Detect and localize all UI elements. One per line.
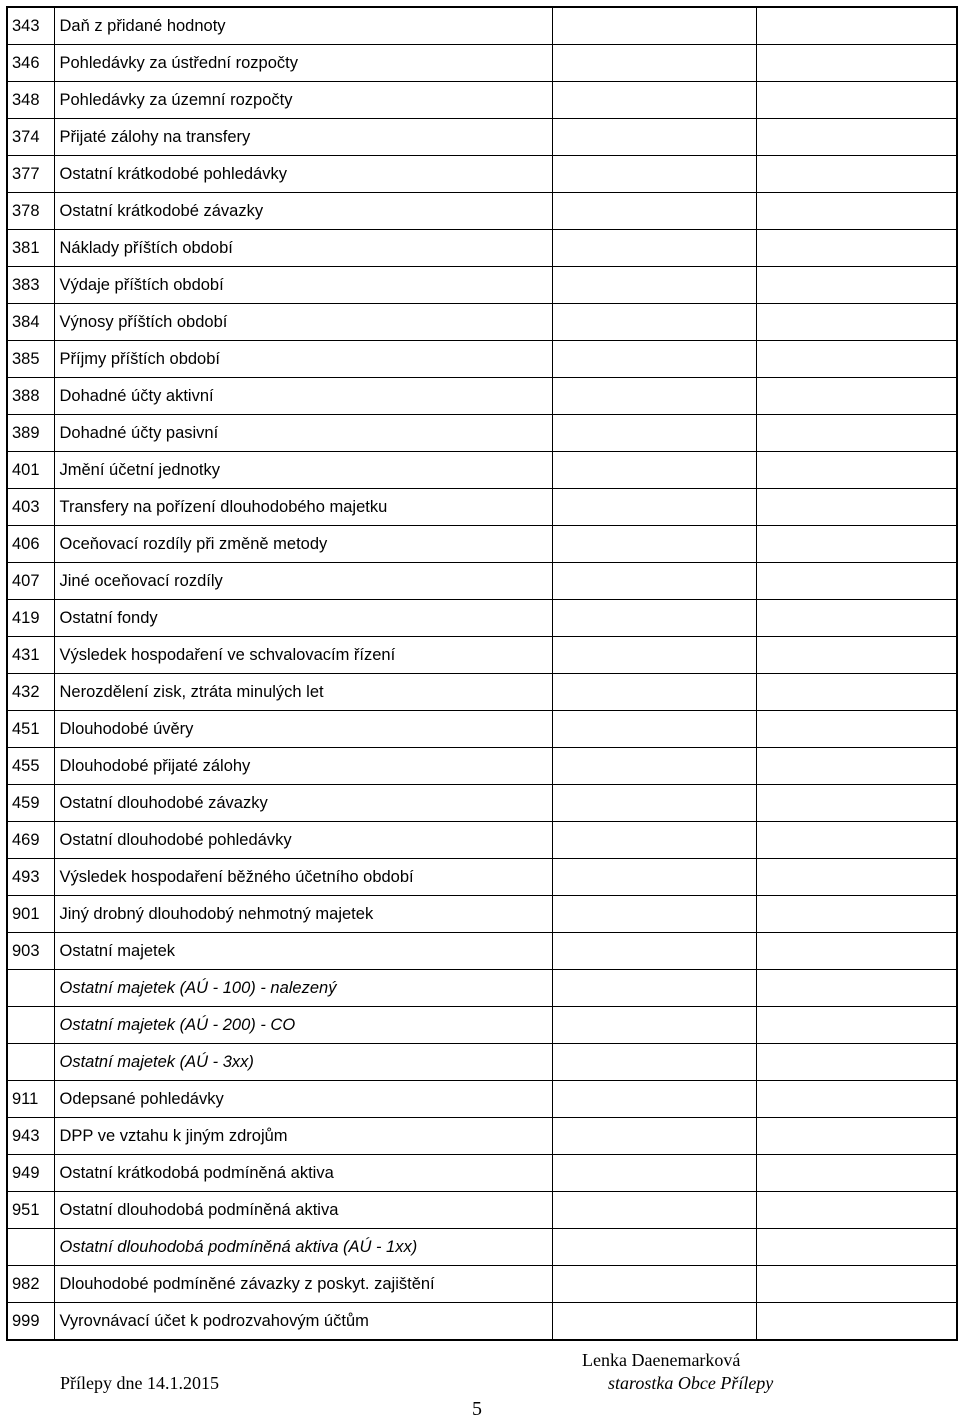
table-row [7, 1044, 957, 1081]
account-name: Pohledávky za územní rozpočty [54, 82, 552, 119]
value-cell [756, 563, 957, 600]
value-cell [552, 896, 756, 933]
account-name: Ostatní krátkodobé závazky [54, 193, 552, 230]
value-cell [552, 1155, 756, 1192]
account-name: Dlouhodobé přijaté zálohy [54, 748, 552, 785]
value-cell [552, 1303, 756, 1341]
account-code: 389 [7, 415, 54, 452]
value-cell [552, 1044, 756, 1081]
account-code: 406 [7, 526, 54, 563]
value-cell [552, 304, 756, 341]
value-cell [552, 785, 756, 822]
table-row [7, 156, 957, 193]
account-code: 378 [7, 193, 54, 230]
account-name: Ostatní krátkodobá podmíněná aktiva [54, 1155, 552, 1192]
value-cell [552, 1007, 756, 1044]
account-code: 407 [7, 563, 54, 600]
account-code [7, 970, 54, 1007]
value-cell [552, 378, 756, 415]
account-name: Oceňovací rozdíly při změně metody [54, 526, 552, 563]
value-cell [756, 1192, 957, 1229]
account-name: Výsledek hospodaření ve schvalovacím řízení [54, 637, 552, 674]
value-cell [552, 341, 756, 378]
account-code: 377 [7, 156, 54, 193]
account-name: Příjmy příštích období [54, 341, 552, 378]
value-cell [756, 230, 957, 267]
table-row [7, 378, 957, 415]
table-row [7, 933, 957, 970]
value-cell [552, 859, 756, 896]
account-name: Ostatní majetek (AÚ - 100) - nalezený [54, 970, 552, 1007]
table-row [7, 970, 957, 1007]
account-code: 419 [7, 600, 54, 637]
account-name: Ostatní dlouhodobá podmíněná aktiva [54, 1192, 552, 1229]
table-row [7, 1192, 957, 1229]
table-row [7, 1155, 957, 1192]
signer-name: Lenka Daenemarková [582, 1350, 741, 1370]
account-code: 949 [7, 1155, 54, 1192]
table-row [7, 7, 957, 45]
value-cell [756, 341, 957, 378]
value-cell [552, 45, 756, 82]
table-row [7, 452, 957, 489]
value-cell [756, 267, 957, 304]
table-row [7, 1007, 957, 1044]
account-code: 911 [7, 1081, 54, 1118]
table-row [7, 896, 957, 933]
account-table [6, 6, 958, 1341]
value-cell [756, 45, 957, 82]
value-cell [756, 1007, 957, 1044]
account-code: 385 [7, 341, 54, 378]
table-row [7, 415, 957, 452]
table-row [7, 1303, 957, 1341]
value-cell [756, 156, 957, 193]
account-name: Přijaté zálohy na transfery [54, 119, 552, 156]
table-row [7, 1118, 957, 1155]
table-row [7, 1081, 957, 1118]
value-cell [756, 82, 957, 119]
value-cell [552, 230, 756, 267]
place-and-date: Přílepy dne 14.1.2015 [60, 1373, 219, 1393]
account-code: 951 [7, 1192, 54, 1229]
table-row [7, 563, 957, 600]
account-code: 343 [7, 7, 54, 45]
page-number: 5 [472, 1398, 482, 1420]
table-row [7, 489, 957, 526]
value-cell [756, 415, 957, 452]
account-code: 455 [7, 748, 54, 785]
account-code: 346 [7, 45, 54, 82]
value-cell [756, 378, 957, 415]
value-cell [756, 785, 957, 822]
value-cell [552, 1229, 756, 1266]
table-row [7, 119, 957, 156]
value-cell [552, 1192, 756, 1229]
account-name: Ostatní dlouhodobé závazky [54, 785, 552, 822]
value-cell [552, 82, 756, 119]
value-cell [756, 970, 957, 1007]
account-code [7, 1007, 54, 1044]
value-cell [552, 674, 756, 711]
value-cell [552, 526, 756, 563]
value-cell [552, 7, 756, 45]
table-row [7, 45, 957, 82]
value-cell [552, 1081, 756, 1118]
value-cell [756, 1155, 957, 1192]
account-name: Ostatní krátkodobé pohledávky [54, 156, 552, 193]
table-row [7, 859, 957, 896]
table-row [7, 1266, 957, 1303]
account-name: Náklady příštích období [54, 230, 552, 267]
value-cell [756, 1303, 957, 1341]
table-row [7, 785, 957, 822]
account-code: 903 [7, 933, 54, 970]
account-name: Ostatní dlouhodobé pohledávky [54, 822, 552, 859]
value-cell [552, 119, 756, 156]
account-name: Jiný drobný dlouhodobý nehmotný majetek [54, 896, 552, 933]
account-name: DPP ve vztahu k jiným zdrojům [54, 1118, 552, 1155]
account-code: 493 [7, 859, 54, 896]
account-code: 459 [7, 785, 54, 822]
table-row [7, 82, 957, 119]
value-cell [756, 1044, 957, 1081]
value-cell [552, 1118, 756, 1155]
value-cell [756, 452, 957, 489]
account-name: Výsledek hospodaření běžného účetního období [54, 859, 552, 896]
account-name: Dohadné účty pasivní [54, 415, 552, 452]
value-cell [552, 822, 756, 859]
signer-title: starostka Obce Přílepy [608, 1373, 774, 1393]
account-name: Ostatní majetek (AÚ - 3xx) [54, 1044, 552, 1081]
value-cell [756, 896, 957, 933]
account-code: 384 [7, 304, 54, 341]
account-name: Ostatní majetek (AÚ - 200) - CO [54, 1007, 552, 1044]
table-row [7, 637, 957, 674]
account-code: 401 [7, 452, 54, 489]
account-name: Vyrovnávací účet k podrozvahovým účtům [54, 1303, 552, 1341]
table-row [7, 193, 957, 230]
value-cell [756, 1081, 957, 1118]
account-code: 901 [7, 896, 54, 933]
account-code: 381 [7, 230, 54, 267]
account-code: 388 [7, 378, 54, 415]
table-row [7, 748, 957, 785]
account-name: Jmění účetní jednotky [54, 452, 552, 489]
account-name: Výnosy příštích období [54, 304, 552, 341]
value-cell [552, 600, 756, 637]
table-row [7, 1229, 957, 1266]
value-cell [552, 563, 756, 600]
account-code: 469 [7, 822, 54, 859]
account-name: Ostatní fondy [54, 600, 552, 637]
account-name: Ostatní majetek [54, 933, 552, 970]
account-name: Daň z přidané hodnoty [54, 7, 552, 45]
table-row [7, 711, 957, 748]
value-cell [756, 489, 957, 526]
value-cell [756, 304, 957, 341]
account-code: 943 [7, 1118, 54, 1155]
account-code [7, 1044, 54, 1081]
table-row [7, 267, 957, 304]
account-code: 982 [7, 1266, 54, 1303]
value-cell [552, 748, 756, 785]
value-cell [552, 637, 756, 674]
account-name: Nerozdělení zisk, ztráta minulých let [54, 674, 552, 711]
account-table-body [7, 7, 957, 1340]
account-name: Ostatní dlouhodobá podmíněná aktiva (AÚ - 1xx) [54, 1229, 552, 1266]
value-cell [756, 119, 957, 156]
value-cell [756, 193, 957, 230]
value-cell [552, 267, 756, 304]
account-code: 374 [7, 119, 54, 156]
value-cell [552, 489, 756, 526]
value-cell [756, 1266, 957, 1303]
value-cell [756, 859, 957, 896]
table-row [7, 822, 957, 859]
value-cell [756, 933, 957, 970]
account-name: Transfery na pořízení dlouhodobého majetku [54, 489, 552, 526]
table-row [7, 600, 957, 637]
table-row [7, 304, 957, 341]
account-code: 383 [7, 267, 54, 304]
table-row [7, 526, 957, 563]
value-cell [756, 1229, 957, 1266]
account-name: Dohadné účty aktivní [54, 378, 552, 415]
value-cell [756, 822, 957, 859]
table-row [7, 674, 957, 711]
account-code: 348 [7, 82, 54, 119]
table-row [7, 341, 957, 378]
account-code: 999 [7, 1303, 54, 1341]
account-name: Pohledávky za ústřední rozpočty [54, 45, 552, 82]
value-cell [552, 452, 756, 489]
value-cell [552, 970, 756, 1007]
value-cell [756, 7, 957, 45]
value-cell [756, 600, 957, 637]
value-cell [552, 415, 756, 452]
account-name: Dlouhodobé podmíněné závazky z poskyt. zajištění [54, 1266, 552, 1303]
value-cell [756, 711, 957, 748]
value-cell [552, 193, 756, 230]
account-code: 432 [7, 674, 54, 711]
account-code: 403 [7, 489, 54, 526]
value-cell [756, 1118, 957, 1155]
account-name: Dlouhodobé úvěry [54, 711, 552, 748]
account-code [7, 1229, 54, 1266]
value-cell [552, 156, 756, 193]
value-cell [756, 526, 957, 563]
value-cell [756, 637, 957, 674]
value-cell [552, 1266, 756, 1303]
account-code: 451 [7, 711, 54, 748]
value-cell [756, 748, 957, 785]
value-cell [552, 933, 756, 970]
value-cell [552, 711, 756, 748]
account-name: Výdaje příštích období [54, 267, 552, 304]
account-name: Jiné oceňovací rozdíly [54, 563, 552, 600]
table-row [7, 230, 957, 267]
value-cell [756, 674, 957, 711]
account-name: Odepsané pohledávky [54, 1081, 552, 1118]
account-code: 431 [7, 637, 54, 674]
